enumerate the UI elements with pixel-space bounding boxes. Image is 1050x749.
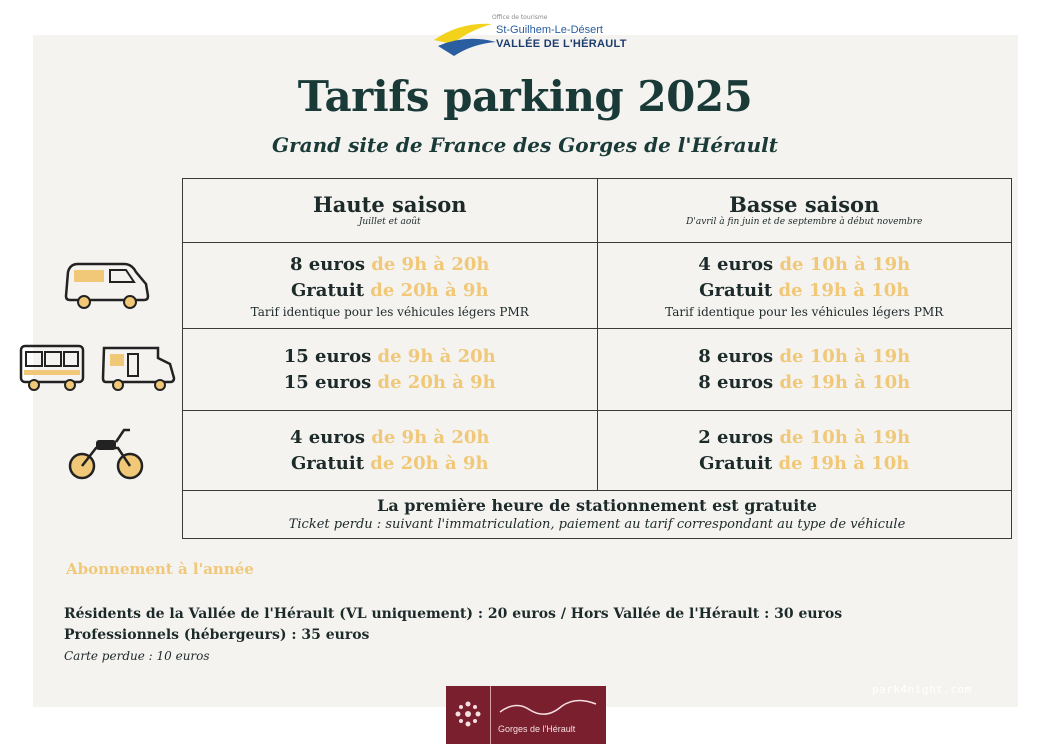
- low-season-car-cell: [597, 243, 1012, 329]
- table-row-bus-camper: [183, 329, 1012, 411]
- residents-rate: Résidents de la Vallée de l'Hérault (VL uniquement) : 20 euros / Hors Vallée de l'Hérault : 30 euros: [64, 606, 843, 622]
- hours: de 19h à 10h: [778, 279, 910, 301]
- price: Gratuit: [699, 452, 773, 474]
- price: 4 euros: [290, 426, 365, 448]
- motorcycle-icon: [66, 422, 148, 486]
- car-icon: [62, 260, 152, 312]
- low-season-label: Basse saison: [729, 192, 880, 217]
- first-hour-free: La première heure de stationnement est gratuite: [377, 495, 817, 515]
- hours: de 10h à 19h: [779, 426, 911, 448]
- tourism-office-logo: [430, 12, 630, 66]
- price: 8 euros: [290, 253, 365, 275]
- watermark: park4night.com: [872, 683, 972, 696]
- hours: de 9h à 20h: [371, 253, 490, 275]
- hours: de 19h à 10h: [778, 452, 910, 474]
- gorges-outline-icon: [496, 692, 602, 722]
- grand-site-name: Gorges de l'Hérault: [498, 724, 576, 734]
- price: 8 euros: [698, 371, 774, 393]
- price: 15 euros: [283, 371, 372, 393]
- page-subtitle: Grand site de France des Gorges de l'Hérault: [272, 133, 778, 157]
- price: 15 euros: [283, 345, 372, 367]
- high-season-header: [183, 179, 598, 243]
- logo-small-text: Office de tourisme: [492, 14, 548, 21]
- hours: de 9h à 20h: [371, 426, 490, 448]
- lost-ticket-note: Ticket perdu : suivant l'immatriculation, paiement au tarif correspondant au type de véhicule: [288, 516, 906, 532]
- hours: de 10h à 19h: [779, 345, 911, 367]
- table-row-car: [183, 243, 1012, 329]
- pmr-note: Tarif identique pour les véhicules légers PMR: [250, 304, 529, 319]
- price: Gratuit: [290, 452, 365, 474]
- hours: de 9h à 20h: [377, 345, 496, 367]
- grand-site-logo: [446, 686, 606, 744]
- low-season-note: D'avril à fin juin et de septembre à début novembre: [686, 217, 923, 227]
- price: 8 euros: [698, 345, 774, 367]
- pmr-note: Tarif identique pour les véhicules légers PMR: [665, 304, 944, 319]
- hours: de 20h à 9h: [377, 371, 496, 393]
- grand-site-star-icon: [446, 686, 490, 744]
- low-season-bus-cell: [597, 329, 1012, 411]
- high-season-moto-cell: [183, 411, 598, 491]
- logo-swoosh-icon: [430, 16, 500, 66]
- camper-van-icon: [100, 342, 178, 394]
- logo-line2: VALLÉE DE L'HÉRAULT: [496, 38, 627, 50]
- lost-card-rate: Carte perdue : 10 euros: [64, 649, 210, 663]
- high-season-car-cell: [183, 243, 598, 329]
- page-title: Tarifs parking 2025: [297, 72, 753, 121]
- hours: de 19h à 10h: [779, 371, 911, 393]
- grand-site-mark: [446, 686, 491, 744]
- professionals-rate: Professionnels (hébergeurs) : 35 euros: [64, 627, 370, 643]
- table-header-row: [183, 179, 1012, 243]
- hours: de 10h à 19h: [779, 253, 911, 275]
- high-season-bus-cell: [183, 329, 598, 411]
- subscription-heading: Abonnement à l'année: [66, 560, 254, 578]
- rates-table: [182, 178, 1012, 539]
- bus-icon: [18, 342, 88, 394]
- table-row-motorcycle: [183, 411, 1012, 491]
- price: 2 euros: [698, 426, 774, 448]
- high-season-label: Haute saison: [312, 192, 467, 217]
- hours: de 20h à 9h: [370, 452, 489, 474]
- high-season-note: Juillet et août: [358, 217, 421, 227]
- low-season-moto-cell: [597, 411, 1012, 491]
- logo-line1: St-Guilhem-Le-Désert: [496, 24, 603, 36]
- price: 4 euros: [698, 253, 774, 275]
- low-season-header: [597, 179, 1012, 243]
- price: Gratuit: [290, 279, 365, 301]
- price: Gratuit: [699, 279, 773, 301]
- table-footer-row: [183, 491, 1012, 539]
- table-footer-cell: [183, 491, 1012, 539]
- hours: de 20h à 9h: [370, 279, 489, 301]
